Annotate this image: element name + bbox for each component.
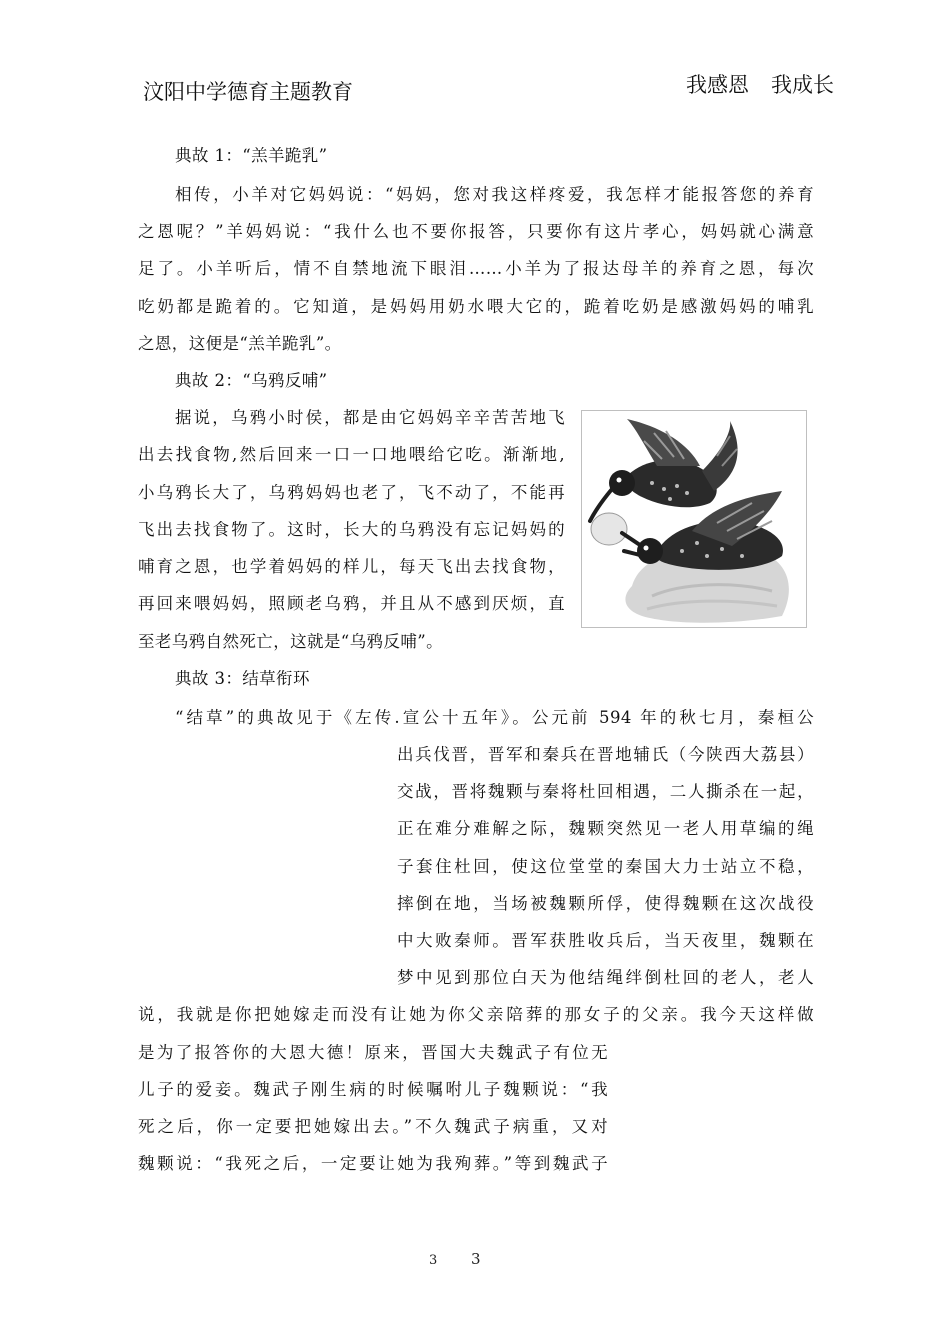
story2-line: 至老乌鸦自然死亡，这就是“乌鸦反哺”。 [138,632,443,651]
story2-line: 飞出去找食物了。这时，长大的乌鸦没有忘记妈妈的 [138,520,565,539]
story1-line: 之恩，这便是“羔羊跪乳”。 [138,334,342,353]
story3-line: 中大败秦师。晋军获胜收兵后，当天夜里，魏颗在 [397,931,814,950]
story3-line: 梦中见到那位白天为他结绳绊倒杜回的老人，老人 [397,968,814,987]
story3-line: 交战，晋将魏颗与秦将杜回相遇，二人撕杀在一起， [397,782,814,801]
story3-line: 魏颗说：“我死之后，一定要让她为我殉葬。”等到魏武子 [138,1154,608,1173]
story3-line: 死之后，你一定要把她嫁出去。”不久魏武子病重，又对 [138,1117,608,1136]
page-number-large: 3 [471,1250,481,1268]
theme-part-1: 我感恩 [686,73,749,97]
story2-line: 哺育之恩，也学着妈妈的样儿，每天飞出去找食物， [138,557,565,576]
story2-line: 据说，乌鸦小时侯，都是由它妈妈辛辛苦苦地飞 [175,408,565,427]
story2-line: 出去找食物,然后回来一口一口地喂给它吃。渐渐地, [138,445,565,464]
story3-line: 摔倒在地，当场被魏颗所俘，使得魏颗在这次战役 [397,894,814,913]
story2-line: 小乌鸦长大了，乌鸦妈妈也老了，飞不动了，不能再 [138,483,565,502]
story3-line: 出兵伐晋，晋军和秦兵在晋地辅氏（今陕西大荔县） [397,745,814,764]
theme-title [686,69,834,99]
story1-line: 足了。小羊听后，情不自禁地流下眼泪……小羊为了报达母羊的养育之恩，每次 [138,259,814,278]
story3-line: “结草”的典故见于《左传.宣公十五年》。公元前 594 年的秋七月，秦桓公 [175,708,814,727]
story3-line: 说，我就是你把她嫁走而没有让她为你父亲陪葬的那女子的父亲。我今天这样做 [138,1005,814,1024]
story1-title: 典故 1：“羔羊跪乳” [175,146,328,165]
story3-line: 是为了报答你的大恩大德！原来，晋国大夫魏武子有位无 [138,1043,608,1062]
story3-line: 正在难分难解之际，魏颗突然见一老人用草编的绳 [397,819,814,838]
school-title: 汶阳中学德育主题教育 [143,80,353,104]
story3-title: 典故 3：结草衔环 [175,669,310,688]
crows-feeding-icon [582,411,806,627]
story1-line: 相传，小羊对它妈妈说：“妈妈，您对我这样疼爱，我怎样才能报答您的养育 [175,185,814,204]
story1-line: 之恩呢？”羊妈妈说：“我什么也不要你报答，只要你有这片孝心，妈妈就心满意 [138,222,814,241]
story2-title: 典故 2：“乌鸦反哺” [175,371,328,390]
story1-line: 吃奶都是跪着的。它知道，是妈妈用奶水喂大它的，跪着吃奶是感激妈妈的哺乳 [138,297,814,316]
crows-illustration [581,410,807,628]
page-number-small: 3 [429,1253,438,1268]
theme-part-2: 我成长 [771,73,834,97]
story3-line: 儿子的爱妾。魏武子刚生病的时候嘱咐儿子魏颗说：“我 [138,1080,608,1099]
story3-line: 子套住杜回，使这位堂堂的秦国大力士站立不稳， [397,857,814,876]
story2-line: 再回来喂妈妈，照顾老乌鸦，并且从不感到厌烦，直 [138,594,565,613]
